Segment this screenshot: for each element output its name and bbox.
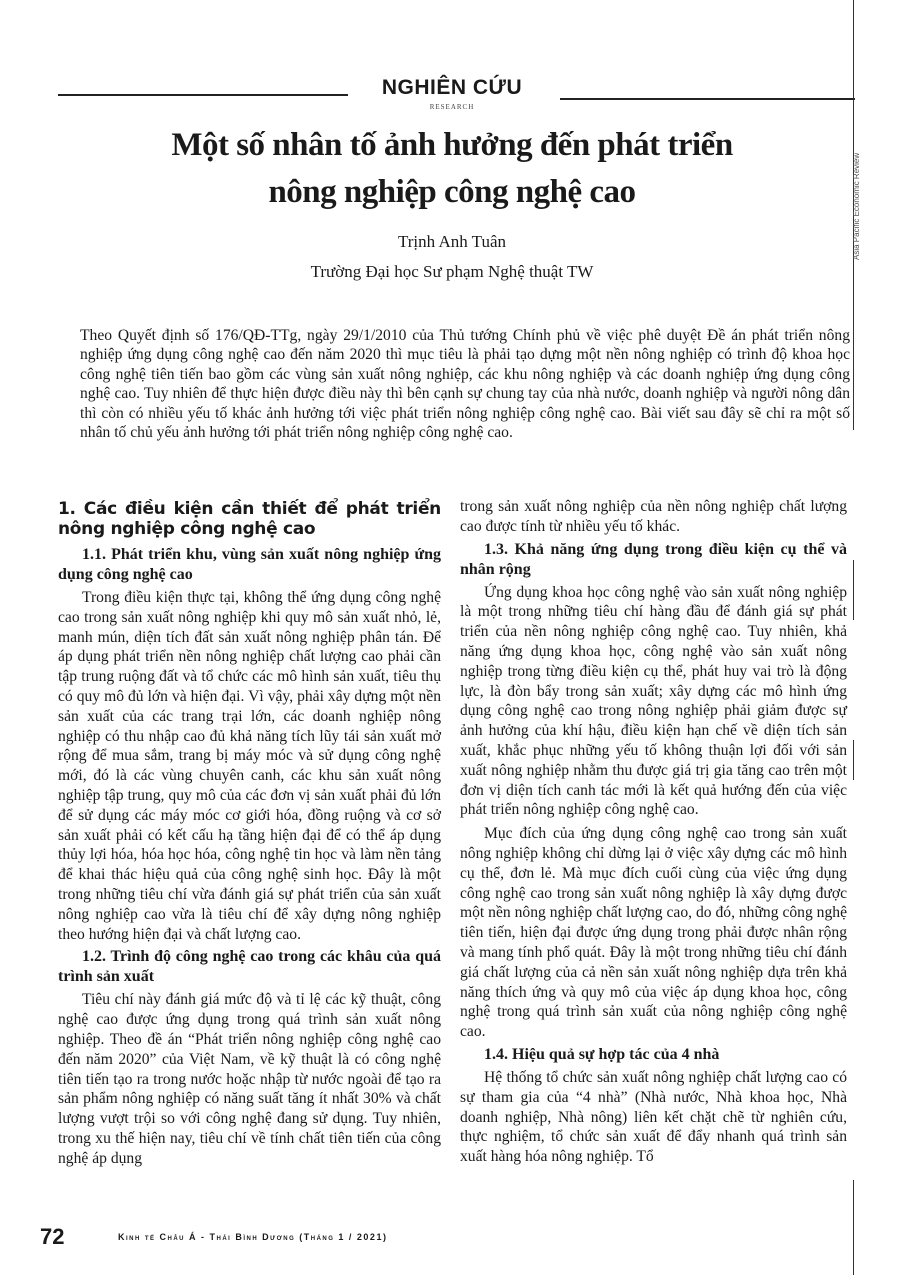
paragraph: Trong điều kiện thực tại, không thể ứng dụng công nghệ cao trong sản xuất nông nghiệp khi quy mô sản xuất nhỏ, lẻ, manh mún, diện tích đất sản xuất nông nghiệp phân tán. Để áp dụng phát triển nền nông nghiệp chất lượng cao phải cần tập trung ruộng đất và tổ chức các mô hình sản xuất, tiêu thụ có quy mô đủ lớn và hiện đại. Vì vậy, phải xây dựng một nền sản xuất của các trang trại lớn, các doanh nghiệp nông nghiệp có thu nhập cao đủ khả năng tích lũy tái sản xuất mở rộng để mua sắm, trang bị máy móc và sử dụng công nghệ mới, đó là các vùng chuyên canh, các khu sản xuất nông nghiệp tập trung, quy mô của các đơn vị sản xuất phải đủ lớn để sử dụng các máy móc cơ giới hóa, đồng ruộng và cơ sở sản xuất phải có kết cấu hạ tầng hiện đại để có thể áp dụng thủy lợi hóa, hóa học hóa, công nghệ tin học và làm nền tảng để khai thác hiệu quả của công nghệ sinh học. Đây là một trong những tiêu chí vừa đánh giá sự phát triển của sản xuất nông nghiệp cao vừa là tiêu chí để xây dựng nông nghiệp theo hướng hiện đại và chất lượng cao. xyxy=(58,589,441,943)
title-line: nông nghiệp công nghệ cao xyxy=(268,174,636,210)
abstract: Theo Quyết định số 176/QĐ-TTg, ngày 29/1/2010 của Thủ tướng Chính phủ về việc phê duyệt Đề án phát triển nông nghiệp ứng dụng công nghệ cao đến năm 2020 thì mục tiêu là phải tạo dựng một nền nông nghiệp có trình độ khoa học công nghệ tiên tiến bao gồm các vùng sản xuất nông nghiệp, các khu nông nghiệp và các doanh nghiệp ứng dụng công nghệ cao. Tuy nhiên để thực hiện được điều này thì bên cạnh sự chung tay của nhà nước, doanh nghiệp và người nông dân thì còn có nhiều yếu tố khác ảnh hưởng tới việc phát triển nông nghiệp công nghệ cao. Bài viết sau đây sẽ chỉ ra một số nhân tố chủ yếu ảnh hưởng tới phát triển nông nghiệp công nghệ cao. xyxy=(80,327,850,442)
column-right xyxy=(460,497,847,1167)
subsection-heading: 1.1. Phát triển khu, vùng sản xuất nông nghiệp ứng dụng công nghệ cao xyxy=(58,546,441,583)
page-number: 72 xyxy=(40,1224,65,1249)
margin-line xyxy=(853,560,854,620)
journal-sidebar: Asia Pacific Economic Review xyxy=(852,152,861,260)
affiliation: Trường Đại học Sư phạm Nghệ thuật TW xyxy=(310,262,594,281)
paragraph: trong sản xuất nông nghiệp của nền nông nghiệp chất lượng cao được tính từ nhiều yếu tố khác. xyxy=(460,498,847,535)
section-heading: 1. Các điều kiện cần thiết để phát triển nông nghiệp công nghệ cao xyxy=(58,499,441,539)
margin-line xyxy=(853,1180,854,1275)
subsection-heading: 1.4. Hiệu quả sự hợp tác của 4 nhà xyxy=(484,1045,720,1063)
author: Trịnh Anh Tuân xyxy=(397,232,507,251)
paragraph: Mục đích của ứng dụng công nghệ cao trong sản xuất nông nghiệp không chỉ dừng lại ở việc xây dựng các mô hình cụ thể, đơn lẻ. Mà mục đích cuối cùng của việc ứng dụng công nghệ cao trong sản xuất nông nghiệp là xây dựng được một nền nông nghiệp chất lượng cao, do đó, những công nghệ tiên tiến, hiện đại được ứng dụng trong phải được nhân rộng và mang tính phổ quát. Đây là một trong những tiêu chí đánh giá chất lượng của cả nền sản xuất nông nghiệp dựa trên khả năng thích ứng và quy mô của việc áp dụng khoa học, công nghệ trong quá trình sản xuất của nông nghiệp công nghệ cao. xyxy=(460,825,847,1041)
journal-footer: Kinh tế Châu Á - Thái Bình Dương (Tháng 1 / 2021) xyxy=(118,1232,388,1242)
paragraph: Ứng dụng khoa học công nghệ vào sản xuất nông nghiệp là một trong những tiêu chí hàng đầu để đánh giá sự phát triển của nền nông nghiệp công nghệ cao. Tuy nhiên, khả năng ứng dụng khoa học, công nghệ vào sản xuất nông nghiệp trong từng điều kiện cụ thể, phát huy vai trò là động lực, là đòn bẩy trong sản xuất; xây dựng các mô hình ứng dụng công nghệ cao trong nông nghiệp phải giảm được sự ảnh hưởng của khí hậu, điều kiện hạn chế về diện tích sản xuất, khắc phục những yếu tố không thuận lợi đối với sản xuất nông nghiệp nhằm thu được giá trị gia tăng cao trên một đơn vị diện tích canh tác mới là kết quả hướng đến của việc phát triển nông nghiệp công nghệ cao. xyxy=(460,583,847,819)
subsection-heading: 1.3. Khả năng ứng dụng trong điều kiện cụ thể và nhân rộng xyxy=(460,540,847,578)
column-left xyxy=(58,497,441,1169)
title-line: Một số nhân tố ảnh hưởng đến phát triển xyxy=(171,127,733,163)
section-label: NGHIÊN CỨU xyxy=(381,76,523,99)
paragraph: Hệ thống tổ chức sản xuất nông nghiệp chất lượng cao có sự tham gia của “4 nhà” (Nhà nước, Nhà khoa học, Nhà doanh nghiệp, Nhà nông) liên kết chặt chẽ từ nghiên cứu, thực nghiệm, tổ chức sản xuất để đẩy nhanh quá trình sản xuất hàng hóa nông nghiệp. Tổ xyxy=(460,1068,847,1166)
margin-line xyxy=(853,740,854,780)
subsection-heading: 1.2. Trình độ công nghệ cao trong các khâu của quá trình sản xuất xyxy=(58,948,441,986)
section-sublabel: RESEARCH xyxy=(429,103,475,111)
paragraph: Tiêu chí này đánh giá mức độ và tỉ lệ các kỹ thuật, công nghệ cao được ứng dụng trong quá trình sản xuất nông nghiệp. Theo đề án “Phát triển nông nghiệp công nghệ cao đến năm 2020” của Việt Nam, về kỹ thuật là có công nghệ tiên tiến tạo ra trong nước hoặc nhập từ nước ngoài để tạo ra sản phẩm nông nghiệp có năng suất tăng ít nhất 30% và chất lượng vượt trội so với công nghệ đang sử dụng. Tuy nhiên, trong xu thế hiện nay, tiêu chí về tính chất tiên tiến của công nghệ áp dụng xyxy=(58,991,441,1167)
article-title xyxy=(0,122,904,216)
